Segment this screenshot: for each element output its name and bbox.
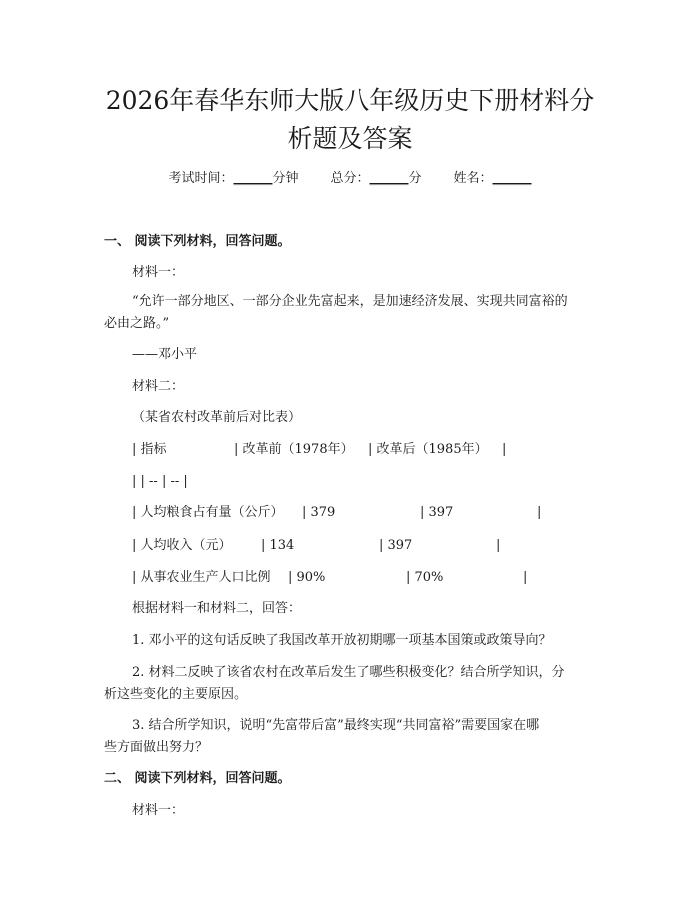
table-cell: | (496, 538, 501, 553)
question-2-line-1: 2. 材料二反映了该省农村在改革后发生了哪些积极变化？结合所学知识，分 (132, 665, 565, 680)
score-unit: 分 (408, 171, 422, 186)
question-3-line-2: 些方面做出努力？ (104, 740, 209, 755)
s2-material-1-label: 材料一： (132, 803, 185, 818)
question-1: 1. 邓小平的这句话反映了我国改革开放初期哪一项基本国策或政策导向？ (132, 633, 552, 648)
s1-table-caption: （某省农村改革前后对比表） (132, 410, 302, 425)
table-separator-row: | | -- | -- | (132, 474, 188, 489)
section-1-heading: 一、 阅读下列材料，回答问题。 (104, 234, 291, 249)
table-header-cell: | 改革后（1985年） (368, 442, 488, 457)
name-label: 姓名： (453, 171, 493, 186)
table-cell: | 从事农业生产人口比例 (132, 570, 271, 585)
score-blank: ______ (369, 171, 409, 186)
time-blank: ______ (233, 171, 273, 186)
score-label: 总分： (330, 171, 370, 186)
table-cell: | 人均收入（元） (132, 538, 232, 553)
table-cell: | 397 (420, 505, 454, 520)
exam-meta (0, 170, 700, 188)
section-2-heading: 二、 阅读下列材料，回答问题。 (104, 771, 291, 786)
time-label: 考试时间： (168, 171, 234, 186)
table-cell: | (537, 505, 542, 520)
s1-prompt: 根据材料一和材料二，回答： (132, 601, 302, 616)
question-2-line-2: 析这些变化的主要原因。 (104, 687, 248, 702)
table-cell: | 379 (302, 505, 336, 520)
table-cell: | 90% (288, 570, 326, 585)
table-header-cell: | 改革前（1978年） (234, 442, 354, 457)
s1-material-1-label: 材料一： (132, 265, 185, 280)
s1-material-2-label: 材料二： (132, 379, 185, 394)
table-header-cell: | (502, 442, 507, 457)
s1-material-1-source: ——邓小平 (132, 347, 198, 362)
s1-material-1-quote-line-2: 必由之路。” (104, 316, 170, 331)
table-header-cell: | 指标 (132, 442, 167, 457)
table-cell: | (523, 570, 528, 585)
name-blank: ______ (492, 171, 532, 186)
document-title: 2026年春华东师大版八年级历史下册材料分析题及答案 (105, 86, 595, 153)
table-cell: | 70% (406, 570, 444, 585)
s1-material-1-quote-line-1: “允许一部分地区、一部分企业先富起来，是加速经济发展、实现共同富裕的 (132, 294, 568, 309)
table-cell: | 人均粮食占有量（公斤） (132, 505, 284, 520)
table-cell: | 397 (379, 538, 413, 553)
time-unit: 分钟 (272, 171, 299, 186)
table-cell: | 134 (261, 538, 295, 553)
question-3-line-1: 3. 结合所学知识，说明“先富带后富”最终实现“共同富裕”需要国家在哪 (132, 718, 540, 733)
